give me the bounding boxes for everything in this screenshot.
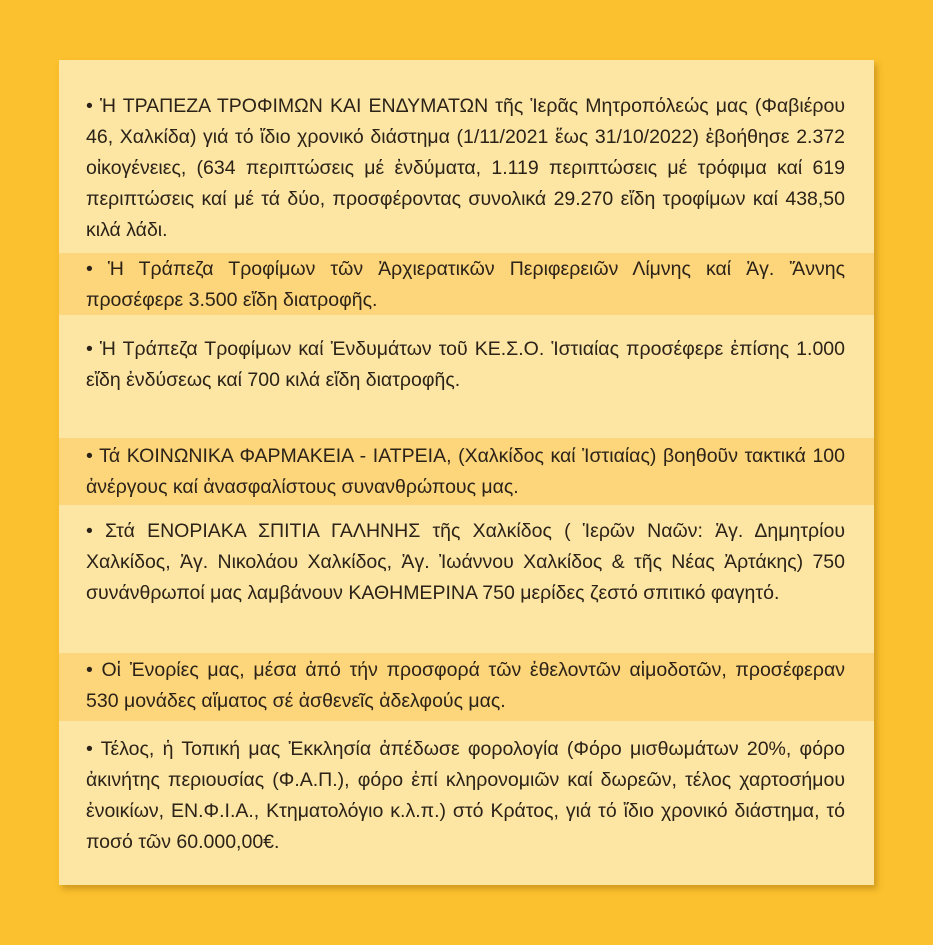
list-item-text: • Οἱ Ἐνορίες μας, μέσα ἀπό τήν προσφορά τῶν ἐθελοντῶν αἱμοδοτῶν, προσέφεραν 530 μονάδες αἵματος σέ ἀσθενεῖς ἀδελφούς μας. [86,659,845,712]
list-item-text: • Ἡ Τράπεζα Τροφίμων τῶν Ἀρχιερατικῶν Περιφερειῶν Λίμνης καί Ἁγ. Ἄννης προσέφερε 3.500 εἴδη διατροφῆς. [86,258,845,311]
list-item-text: • Στά ΕΝΟΡΙΑΚΑ ΣΠΙΤΙΑ ΓΑΛΗΝΗΣ τῆς Χαλκίδος ( Ἱερῶν Ναῶν: Ἁγ. Δημητρίου Χαλκίδος, Ἁγ. Νικολάου Χαλκίδος, Ἁγ. Ἰωάννου Χαλκίδος & τῆς Νέας Ἀρτάκης) 750 συνάνθρωποί μας λαμβάνουν ΚΑΘΗΜΕΡΙΝΑ 750 μερίδες ζεστό σπιτικό φαγητό. [86,520,845,604]
list-item-text: • Τά ΚΟΙΝΩΝΙΚΑ ΦΑΡΜΑΚΕΙΑ - ΙΑΤΡΕΙΑ, (Χαλκίδος καί Ἱστιαίας) βοηθοῦν τακτικά 100 ἀνέργους καί ἀνασφαλίστους συνανθρώπους μας. [86,445,845,498]
list-item-text: • Ἡ ΤΡΑΠΕΖΑ ΤΡΟΦΙΜΩΝ ΚΑΙ ΕΝΔΥΜΑΤΩΝ τῆς Ἱερᾶς Μητροπόλεώς μας (Φαβιέρου 46, Χαλκίδα) γιά τό ἴδιο χρονικό διάστημα (1/11/2021 ἕως 31/10/2022) ἐβοήθησε 2.372 οἰκογένειες, (634 περιπτώσεις μέ ἐνδύματα, 1.119 περιπτώσεις μέ τρόφιμα καί 619 περιπτώσεις καί μέ τά δύο, προσφέροντας συνολικά 29.270 εἴδη τροφίμων καί 438,50 κιλά λάδι. [86,95,845,241]
list-item [59,438,874,505]
list-item-text: • Τέλος, ἡ Τοπική μας Ἐκκλησία ἀπέδωσε φορολογία (Φόρο μισθωμάτων 20%, φόρο ἀκινήτης περιουσίας (Φ.Α.Π.), φόρο ἐπί κληρονομιῶν καί δωρεῶν, τέλος χαρτοσήμου ἐνοικίων, ΕΝ.Φ.Ι.Α., Κτηματολόγιο κ.λ.π.) στό Κράτος, γιά τό ἴδιο χρονικό διάστημα, τό ποσό τῶν 60.000,00€. [86,738,845,853]
list-item [59,509,874,649]
list-item [59,319,874,434]
info-card [59,60,874,885]
list-item [59,60,874,248]
list-item-text: • Ἡ Τράπεζα Τροφίμων καί Ἐνδυμάτων τοῦ ΚΕ.Σ.Ο. Ἱστιαίας προσέφερε ἐπίσης 1.000 εἴδη ἐνδύσεως καί 700 κιλά εἴδη διατροφῆς. [86,338,845,391]
list-item [59,253,874,315]
list-item [59,725,874,885]
list-item [59,653,874,721]
